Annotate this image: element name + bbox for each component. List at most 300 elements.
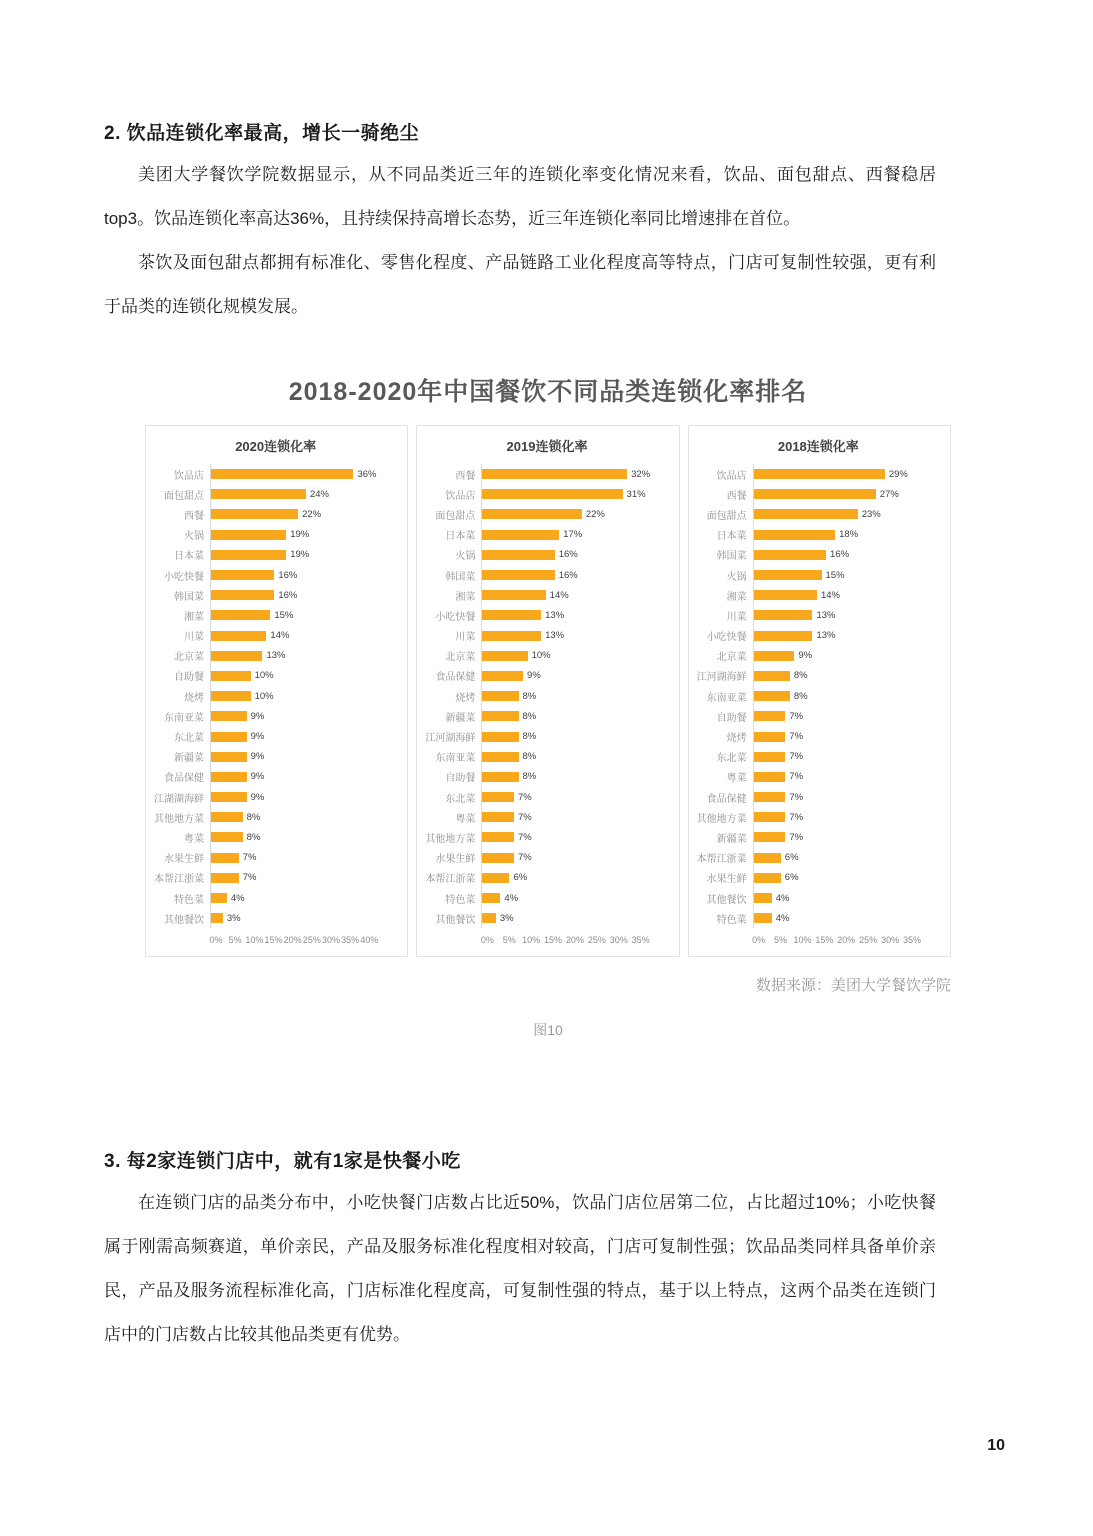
bar-track bbox=[481, 726, 672, 746]
bar bbox=[754, 509, 858, 519]
chart-bar-row bbox=[150, 706, 401, 726]
chart-bar-row bbox=[421, 626, 672, 646]
value-label: 10% bbox=[531, 650, 551, 662]
x-axis-tick: 35% bbox=[341, 935, 360, 946]
data-source-note: 数据来源：美团大学餐饮学院 bbox=[755, 977, 951, 995]
category-label: 新疆菜 bbox=[716, 833, 747, 845]
x-axis-tick: 5% bbox=[502, 935, 516, 946]
category-label: 小吃快餐 bbox=[706, 632, 747, 644]
bar-track bbox=[210, 464, 401, 484]
chart-bar-row bbox=[421, 747, 672, 767]
category-label: 粤菜 bbox=[726, 773, 747, 785]
chart-bar-row bbox=[150, 848, 401, 868]
value-label: 15% bbox=[825, 569, 845, 581]
x-axis-tick: 20% bbox=[837, 935, 856, 946]
chart-bar-row bbox=[421, 706, 672, 726]
x-axis-tick: 10% bbox=[793, 935, 812, 946]
bar bbox=[482, 631, 541, 641]
chart-bar-row bbox=[693, 504, 944, 524]
category-label: 本帮江浙菜 bbox=[425, 874, 476, 886]
value-label: 8% bbox=[522, 771, 537, 783]
category-label: 东北菜 bbox=[716, 753, 747, 765]
category-label: 小吃快餐 bbox=[435, 611, 476, 623]
bar bbox=[211, 631, 266, 641]
value-label: 16% bbox=[558, 569, 578, 581]
bar-track bbox=[210, 686, 401, 706]
bar bbox=[754, 489, 876, 499]
chart-bar-row bbox=[150, 908, 401, 928]
chart-bar-row bbox=[421, 504, 672, 524]
category-label: 食品保健 bbox=[435, 672, 476, 684]
bar bbox=[211, 711, 247, 721]
bar bbox=[482, 873, 509, 883]
value-label: 4% bbox=[504, 892, 519, 904]
chart-bar-row bbox=[421, 686, 672, 706]
category-label: 日本菜 bbox=[716, 531, 747, 543]
bar-track bbox=[481, 585, 672, 605]
bar bbox=[482, 509, 582, 519]
category-label: 自助餐 bbox=[445, 773, 476, 785]
x-axis-tick: 20% bbox=[283, 935, 302, 946]
value-label: 4% bbox=[775, 912, 790, 924]
section-3-paragraph-1: 在连锁门店的品类分布中，小吃快餐门店数占比近50%，饮品门店位居第二位，占比超过10%；小吃快餐属于刚需高频赛道，单价亲民，产品及服务标准化程度相对较高，门店可复制性强；饮品品类同样具备单价亲民，产品及服务流程标准化高，门店标准化程度高，可复制性强的特点，基于以上特点，这两个品类在连锁门店中的门店数占比较其他品类更有优势。 bbox=[104, 1193, 936, 1344]
section-3 bbox=[104, 1146, 936, 1357]
chart-bar-row bbox=[150, 605, 401, 625]
chart-bar-row bbox=[693, 888, 944, 908]
bar bbox=[754, 651, 795, 661]
bar bbox=[482, 732, 518, 742]
value-label: 9% bbox=[250, 731, 265, 743]
bar-track bbox=[753, 807, 944, 827]
value-label: 31% bbox=[626, 488, 646, 500]
panel-title: 2020连锁化率 bbox=[235, 439, 317, 454]
category-label: 饮品店 bbox=[174, 470, 204, 482]
value-label: 7% bbox=[789, 771, 804, 783]
chart-bar-row bbox=[421, 827, 672, 847]
category-label: 饮品店 bbox=[716, 470, 747, 482]
chart-bar-row bbox=[693, 767, 944, 787]
chart-bar-row bbox=[150, 626, 401, 646]
x-axis bbox=[209, 928, 401, 952]
category-label: 本帮江浙菜 bbox=[696, 854, 747, 866]
bar bbox=[754, 913, 772, 923]
chart-bar-row bbox=[421, 767, 672, 787]
chart-bar-row bbox=[421, 666, 672, 686]
bar bbox=[754, 752, 786, 762]
bar bbox=[754, 550, 826, 560]
bar-track bbox=[210, 848, 401, 868]
value-label: 3% bbox=[499, 912, 514, 924]
chart-bar-row bbox=[150, 484, 401, 504]
category-label: 水果生鲜 bbox=[164, 854, 204, 866]
bar bbox=[482, 711, 518, 721]
bar-track bbox=[481, 504, 672, 524]
bar-track bbox=[210, 565, 401, 585]
category-label: 烧烤 bbox=[726, 733, 747, 745]
category-label: 烧烤 bbox=[184, 692, 204, 704]
value-label: 32% bbox=[631, 468, 651, 480]
category-label: 粤菜 bbox=[184, 833, 204, 845]
bar-track bbox=[753, 666, 944, 686]
chart-panels bbox=[145, 425, 951, 957]
category-label: 火锅 bbox=[184, 531, 204, 543]
bar-track bbox=[210, 868, 401, 888]
category-label: 湘菜 bbox=[455, 591, 476, 603]
category-label: 韩国菜 bbox=[716, 551, 747, 563]
chart-bar-row bbox=[693, 726, 944, 746]
bar-track bbox=[753, 626, 944, 646]
bar-track bbox=[753, 686, 944, 706]
x-axis-tick: 30% bbox=[609, 935, 628, 946]
chart-bar-row bbox=[693, 484, 944, 504]
category-label: 江河湖海鲜 bbox=[696, 672, 747, 684]
value-label: 9% bbox=[250, 791, 265, 803]
bar bbox=[211, 893, 227, 903]
x-axis-tick: 5% bbox=[774, 935, 788, 946]
bar-track bbox=[753, 747, 944, 767]
value-label: 9% bbox=[250, 710, 265, 722]
bar-track bbox=[753, 585, 944, 605]
x-axis-tick: 25% bbox=[587, 935, 606, 946]
bar bbox=[211, 732, 247, 742]
bar bbox=[211, 812, 243, 822]
bar bbox=[482, 772, 518, 782]
x-axis bbox=[480, 928, 672, 952]
x-axis-tick: 15% bbox=[815, 935, 834, 946]
bar-track bbox=[210, 747, 401, 767]
bar-track bbox=[753, 706, 944, 726]
bar-track bbox=[210, 525, 401, 545]
value-label: 4% bbox=[230, 892, 245, 904]
bar bbox=[754, 610, 813, 620]
bar bbox=[482, 610, 541, 620]
chart-bar-row bbox=[693, 706, 944, 726]
category-label: 北京菜 bbox=[174, 652, 204, 664]
bar bbox=[211, 792, 247, 802]
bar bbox=[211, 489, 306, 499]
bar bbox=[482, 893, 500, 903]
value-label: 16% bbox=[278, 589, 298, 601]
x-axis-tick: 10% bbox=[522, 935, 541, 946]
bar-track bbox=[210, 726, 401, 746]
value-label: 6% bbox=[784, 852, 799, 864]
bar-track bbox=[481, 666, 672, 686]
section-2-paragraph-2: 茶饮及面包甜点都拥有标准化、零售化程度、产品链路工业化程度高等特点，门店可复制性较强，更有利于品类的连锁化规模发展。 bbox=[104, 253, 936, 316]
value-label: 13% bbox=[816, 609, 836, 621]
value-label: 7% bbox=[517, 811, 532, 823]
chart-title: 2018-2020年中国餐饮不同品类连锁化率排名 bbox=[288, 378, 808, 406]
chart-bar-row bbox=[693, 464, 944, 484]
value-label: 7% bbox=[789, 831, 804, 843]
chart-bar-row bbox=[421, 807, 672, 827]
category-label: 东北菜 bbox=[445, 793, 476, 805]
category-label: 江河湖海鲜 bbox=[425, 733, 476, 745]
category-label: 其他地方菜 bbox=[696, 813, 747, 825]
chart-bar-row bbox=[421, 726, 672, 746]
category-label: 面包甜点 bbox=[164, 490, 204, 502]
value-label: 7% bbox=[789, 731, 804, 743]
bar-track bbox=[753, 726, 944, 746]
x-axis-tick: 5% bbox=[228, 935, 242, 946]
chart-bar-row bbox=[150, 807, 401, 827]
value-label: 16% bbox=[278, 569, 298, 581]
value-label: 8% bbox=[522, 751, 537, 763]
bar-track bbox=[210, 767, 401, 787]
chart-bar-row bbox=[693, 868, 944, 888]
bar-track bbox=[210, 484, 401, 504]
chart-bar-row bbox=[693, 827, 944, 847]
category-label: 特色菜 bbox=[445, 894, 476, 906]
chart-bar-row bbox=[693, 545, 944, 565]
chart-panel bbox=[145, 425, 408, 957]
x-axis-tick: 10% bbox=[245, 935, 264, 946]
x-axis-tick: 30% bbox=[321, 935, 340, 946]
value-label: 8% bbox=[793, 690, 808, 702]
chart-bar-row bbox=[421, 646, 672, 666]
bar-track bbox=[481, 565, 672, 585]
value-label: 7% bbox=[517, 831, 532, 843]
x-axis-tick: 0% bbox=[480, 935, 494, 946]
bar-track bbox=[753, 464, 944, 484]
value-label: 7% bbox=[789, 791, 804, 803]
chart-bar-row bbox=[150, 868, 401, 888]
bar bbox=[211, 913, 223, 923]
bar-track bbox=[481, 767, 672, 787]
value-label: 8% bbox=[522, 690, 537, 702]
bar bbox=[211, 832, 243, 842]
chart-bar-row bbox=[693, 626, 944, 646]
bar bbox=[754, 530, 835, 540]
x-axis-tick: 0% bbox=[752, 935, 766, 946]
chart-panel bbox=[688, 425, 951, 957]
category-label: 江湖湖海鲜 bbox=[154, 793, 204, 805]
bar-track bbox=[481, 686, 672, 706]
page-number: 10 bbox=[987, 1437, 1005, 1454]
value-label: 17% bbox=[563, 529, 583, 541]
chart-bar-row bbox=[150, 565, 401, 585]
chart-bar-row bbox=[150, 504, 401, 524]
bar-track bbox=[753, 888, 944, 908]
bar bbox=[211, 469, 353, 479]
bar bbox=[754, 732, 786, 742]
bar-track bbox=[753, 848, 944, 868]
value-label: 8% bbox=[246, 811, 261, 823]
chart-bar-row bbox=[421, 908, 672, 928]
chart-bar-row bbox=[421, 848, 672, 868]
value-label: 14% bbox=[549, 589, 569, 601]
bar-track bbox=[210, 706, 401, 726]
x-axis-tick: 0% bbox=[209, 935, 223, 946]
bar bbox=[754, 832, 786, 842]
bar-track bbox=[753, 827, 944, 847]
value-label: 10% bbox=[254, 690, 274, 702]
bar bbox=[754, 469, 885, 479]
category-label: 本帮江浙菜 bbox=[154, 874, 204, 886]
x-axis-tick: 30% bbox=[881, 935, 900, 946]
x-axis-tick: 15% bbox=[544, 935, 563, 946]
chart-bar-row bbox=[150, 525, 401, 545]
category-label: 东北菜 bbox=[174, 733, 204, 745]
value-label: 22% bbox=[302, 508, 322, 520]
value-label: 6% bbox=[513, 872, 528, 884]
value-label: 14% bbox=[820, 589, 840, 601]
bar-track bbox=[481, 646, 672, 666]
chart-bar-row bbox=[693, 666, 944, 686]
bar bbox=[754, 893, 772, 903]
value-label: 15% bbox=[274, 609, 294, 621]
bar-track bbox=[481, 747, 672, 767]
bar-track bbox=[753, 504, 944, 524]
value-label: 18% bbox=[839, 529, 859, 541]
value-label: 7% bbox=[242, 852, 257, 864]
bar-track bbox=[753, 545, 944, 565]
category-label: 面包甜点 bbox=[435, 510, 476, 522]
bar bbox=[211, 752, 247, 762]
category-label: 火锅 bbox=[726, 571, 747, 583]
chart-bar-row bbox=[150, 686, 401, 706]
value-label: 13% bbox=[545, 630, 565, 642]
bar-track bbox=[481, 626, 672, 646]
category-label: 韩国菜 bbox=[445, 571, 476, 583]
bar bbox=[754, 853, 781, 863]
value-label: 8% bbox=[522, 731, 537, 743]
chart-bar-row bbox=[150, 726, 401, 746]
category-label: 北京菜 bbox=[445, 652, 476, 664]
bar bbox=[754, 590, 817, 600]
chart-bar-row bbox=[693, 747, 944, 767]
value-label: 24% bbox=[309, 488, 329, 500]
bar-track bbox=[210, 605, 401, 625]
bar-track bbox=[753, 484, 944, 504]
x-axis-tick: 15% bbox=[264, 935, 283, 946]
chart-bar-row bbox=[150, 888, 401, 908]
value-label: 27% bbox=[879, 488, 899, 500]
bar bbox=[211, 691, 251, 701]
bar bbox=[754, 671, 790, 681]
chart-bar-row bbox=[421, 565, 672, 585]
bar-track bbox=[481, 848, 672, 868]
bar bbox=[211, 530, 286, 540]
category-label: 西餐 bbox=[455, 470, 476, 482]
bar bbox=[482, 469, 627, 479]
category-label: 新疆菜 bbox=[445, 712, 476, 724]
chart-bar-row bbox=[421, 888, 672, 908]
chart-bar-row bbox=[150, 646, 401, 666]
bar-track bbox=[481, 888, 672, 908]
category-label: 日本菜 bbox=[174, 551, 204, 563]
bar bbox=[482, 651, 527, 661]
bar bbox=[754, 792, 786, 802]
section-2-heading: 2. 饮品连锁化率最高，增长一骑绝尘 bbox=[104, 123, 420, 144]
category-label: 自助餐 bbox=[716, 712, 747, 724]
chart-bar-row bbox=[150, 545, 401, 565]
bar bbox=[211, 570, 274, 580]
bar-track bbox=[753, 787, 944, 807]
category-label: 烧烤 bbox=[455, 692, 476, 704]
category-label: 韩国菜 bbox=[174, 591, 204, 603]
bar-track bbox=[210, 807, 401, 827]
value-label: 7% bbox=[517, 852, 532, 864]
category-label: 食品保健 bbox=[164, 773, 204, 785]
bar-track bbox=[753, 646, 944, 666]
bar-track bbox=[753, 767, 944, 787]
category-label: 川菜 bbox=[184, 632, 204, 644]
bar-track bbox=[481, 807, 672, 827]
bar-track bbox=[481, 908, 672, 928]
value-label: 23% bbox=[861, 508, 881, 520]
value-label: 29% bbox=[888, 468, 908, 480]
bar-track bbox=[210, 827, 401, 847]
bar bbox=[754, 570, 822, 580]
value-label: 8% bbox=[522, 710, 537, 722]
category-label: 火锅 bbox=[455, 551, 476, 563]
category-label: 北京菜 bbox=[716, 652, 747, 664]
category-label: 日本菜 bbox=[445, 531, 476, 543]
value-label: 16% bbox=[830, 549, 850, 561]
chart-bar-row bbox=[150, 787, 401, 807]
bar bbox=[482, 832, 514, 842]
value-label: 10% bbox=[254, 670, 274, 682]
category-label: 川菜 bbox=[726, 611, 747, 623]
chart-bar-row bbox=[693, 807, 944, 827]
category-label: 其他地方菜 bbox=[425, 833, 476, 845]
chart-bar-row bbox=[693, 787, 944, 807]
bar-track bbox=[210, 585, 401, 605]
bar bbox=[482, 691, 518, 701]
category-label: 新疆菜 bbox=[174, 753, 204, 765]
section-3-heading: 3. 每2家连锁门店中，就有1家是快餐小吃 bbox=[104, 1151, 461, 1172]
bar bbox=[754, 812, 786, 822]
chart-bar-row bbox=[421, 605, 672, 625]
bar bbox=[482, 812, 514, 822]
chart-bar-row bbox=[421, 585, 672, 605]
bar-track bbox=[210, 787, 401, 807]
category-label: 其他餐饮 bbox=[164, 914, 204, 926]
bar-track bbox=[481, 787, 672, 807]
category-label: 东南亚菜 bbox=[164, 712, 204, 724]
chart-bar-row bbox=[421, 484, 672, 504]
category-label: 西餐 bbox=[726, 490, 747, 502]
value-label: 22% bbox=[585, 508, 605, 520]
value-label: 36% bbox=[357, 468, 377, 480]
bar-track bbox=[753, 605, 944, 625]
category-label: 水果生鲜 bbox=[435, 854, 476, 866]
bar-track bbox=[481, 706, 672, 726]
value-label: 8% bbox=[793, 670, 808, 682]
value-label: 9% bbox=[798, 650, 813, 662]
bar-track bbox=[210, 545, 401, 565]
bar-track bbox=[210, 646, 401, 666]
bar bbox=[482, 570, 554, 580]
bar-track bbox=[481, 484, 672, 504]
bar-track bbox=[481, 868, 672, 888]
bar-track bbox=[753, 908, 944, 928]
value-label: 7% bbox=[517, 791, 532, 803]
x-axis-tick: 25% bbox=[859, 935, 878, 946]
category-label: 水果生鲜 bbox=[706, 874, 747, 886]
x-axis-tick: 40% bbox=[360, 935, 379, 946]
bar bbox=[482, 489, 622, 499]
x-axis-tick: 25% bbox=[302, 935, 321, 946]
chart-bar-row bbox=[421, 868, 672, 888]
value-label: 9% bbox=[250, 751, 265, 763]
bar-track bbox=[481, 545, 672, 565]
category-label: 其他地方菜 bbox=[154, 813, 204, 825]
bar-track bbox=[210, 626, 401, 646]
bar bbox=[754, 711, 786, 721]
chart-bar-row bbox=[693, 565, 944, 585]
chart-bar-row bbox=[421, 787, 672, 807]
